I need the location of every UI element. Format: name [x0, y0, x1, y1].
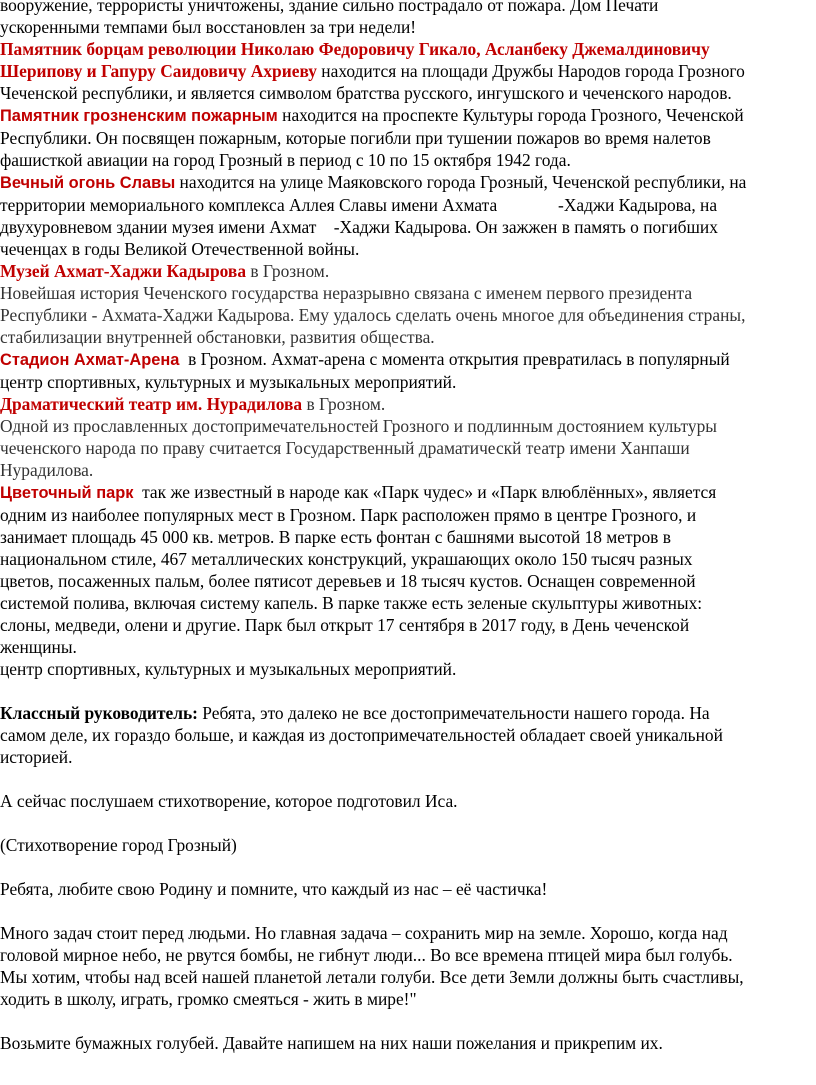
text-line — [0, 944, 816, 966]
paragraph-text: находится на улице Маяковского города Грозный, Чеченской республики, на — [175, 172, 747, 192]
paragraph-text: цветов, посаженных пальм, более пятисот деревьев и 18 тысяч кустов. Оснащен современной — [0, 571, 696, 591]
text-line — [0, 171, 816, 194]
text-line — [0, 393, 816, 415]
paragraph-text: находится на проспекте Культуры города Грозного, Чеченской — [277, 105, 744, 125]
text-line — [0, 104, 816, 127]
spacer — [0, 768, 816, 790]
paragraph-text: системой полива, включая систему капель. В парке также есть зеленые скульптуры животных: — [0, 593, 703, 613]
spacer — [0, 1010, 816, 1032]
monument-heading: Цветочный парк — [0, 484, 134, 502]
paragraph-text: головой мирное небо, не рвутся бомбы, не гибнут люди... Во все времена птицей мира был голубь. — [0, 945, 733, 965]
text-line — [0, 592, 816, 614]
text-line — [0, 988, 816, 1010]
paragraph-text: в Грозном. — [246, 261, 330, 281]
monument-heading: Памятник грозненским пожарным — [0, 107, 278, 125]
paragraph-text: Республики - Ахмата-Хаджи Кадырова. Ему удалось сделать очень многое для объединения страны, — [0, 305, 746, 325]
paragraph-text: занимает площадь 45 000 кв. метров. В парке есть фонтан с башнями высотой 18 метров в — [0, 527, 671, 547]
paragraph-text: вооружение, террористы уничтожены, здание сильно пострадало от пожара. Дом Печати — [0, 0, 659, 15]
paragraph-text: территории мемориального комплекса Аллея Славы имени Ахмата -Хаджи Кадырова, на — [0, 195, 718, 215]
paragraph-text: в Грозном. Ахмат-арена с момента открытия превратилась в популярный — [179, 349, 730, 369]
text-line — [0, 282, 816, 304]
paragraph-text: Ребята, любите свою Родину и помните, что каждый из нас – её частичка! — [0, 879, 548, 899]
text-line — [0, 504, 816, 526]
text-line — [0, 0, 816, 16]
text-line — [0, 238, 816, 260]
spacer — [0, 812, 816, 834]
paragraph-text: стабилизации внутренней обстановки, развития общества. — [0, 327, 435, 347]
text-line — [0, 526, 816, 548]
paragraph-text: Чеченской республики, и является символом братства русского, ингушского и чеченского народов. — [0, 83, 732, 103]
paragraph-text: Республики. Он посвящен пожарным, которые погибли при тушении пожаров во время налетов — [0, 128, 711, 148]
text-line — [0, 966, 816, 988]
paragraph-text: Возьмите бумажных голубей. Давайте напишем на них наши пожелания и прикрепим их. — [0, 1033, 663, 1053]
paragraph-text: А сейчас послушаем стихотворение, которое подготовил Иса. — [0, 791, 458, 811]
text-line — [0, 60, 816, 82]
paragraph-text: Новейшая история Чеченского государства неразрывно связана с именем первого президента — [0, 283, 693, 303]
text-line — [0, 878, 816, 900]
monument-heading: Драматический театр им. Нурадилова — [0, 394, 303, 414]
text-line — [0, 371, 816, 393]
paragraph-text: Ребята, это далеко не все достопримечательности нашего города. На — [197, 703, 710, 723]
text-line — [0, 326, 816, 348]
paragraph-text: самом деле, их гораздо больше, и каждая из достопримечательностей обладает своей уникальной — [0, 725, 723, 745]
monument-heading: Шерипову и Гапуру Саидовичу Ахриеву — [0, 61, 317, 81]
paragraph-text: ходить в школу, играть, громко смеяться - жить в мире!" — [0, 989, 417, 1009]
text-line — [0, 746, 816, 768]
text-line — [0, 149, 816, 171]
monument-heading: Музей Ахмат-Хаджи Кадырова — [0, 261, 247, 281]
text-line — [0, 1032, 816, 1054]
paragraph-text: фашисткой авиации на город Грозный в период с 10 по 15 октября 1942 года. — [0, 150, 571, 170]
monument-heading: Стадион Ахмат-Арена — [0, 351, 180, 369]
paragraph-text: в Грозном. — [302, 394, 386, 414]
text-line — [0, 82, 816, 104]
paragraph-text: национальном стиле, 467 металлических конструкций, украшающих около 150 тысяч разных — [0, 549, 693, 569]
text-line — [0, 304, 816, 326]
teacher-label: Классный руководитель: — [0, 703, 198, 723]
text-line — [0, 38, 816, 60]
paragraph-text: чеченского народа по праву считается Государственный драматическй театр имени Ханпаши — [0, 438, 690, 458]
spacer — [0, 856, 816, 878]
paragraph-text: центр спортивных, культурных и музыкальных мероприятий. — [0, 372, 457, 392]
paragraph-text: слоны, медведи, олени и другие. Парк был открыт 17 сентября в 2017 году, в День чеченской — [0, 615, 690, 635]
text-line — [0, 481, 816, 504]
text-line — [0, 548, 816, 570]
paragraph-text: чеченцах в годы Великой Отечественной войны. — [0, 239, 360, 259]
paragraph-text: центр спортивных, культурных и музыкальных мероприятий. — [0, 659, 457, 679]
text-line — [0, 216, 816, 238]
paragraph-text: так же известный в народе как «Парк чудес» и «Парк влюблённых», является — [133, 482, 717, 502]
text-line — [0, 658, 816, 680]
paragraph-text: историей. — [0, 747, 73, 767]
paragraph-text: ускоренными темпами был восстановлен за три недели! — [0, 17, 417, 37]
monument-heading: Памятник борцам революции Николаю Федоровичу Гикало, Асланбеку Джемалдиновичу — [0, 39, 710, 59]
paragraph-text: двухуровневом здании музея имени Ахмат -Хаджи Кадырова. Он зажжен в память о погибших — [0, 217, 718, 237]
paragraph-text: находится на площади Дружбы Народов города Грозного — [316, 61, 745, 81]
spacer — [0, 900, 816, 922]
text-line — [0, 194, 816, 216]
text-line — [0, 834, 816, 856]
text-line — [0, 636, 816, 658]
paragraph-text: женщины. — [0, 637, 77, 657]
paragraph-text: Мы хотим, чтобы над всей нашей планетой летали голуби. Все дети Земли должны быть счастливы, — [0, 967, 744, 987]
text-line — [0, 437, 816, 459]
paragraph-text: Много задач стоит перед людьми. Но главная задача – сохранить мир на земле. Хорошо, когда над — [0, 923, 728, 943]
paragraph-text: Нурадилова. — [0, 460, 94, 480]
paragraph-text: Одной из прославленных достопримечательностей Грозного и подлинным достоянием культуры — [0, 416, 717, 436]
paragraph-text: (Стихотворение город Грозный) — [0, 835, 237, 855]
text-line — [0, 415, 816, 437]
text-line — [0, 702, 816, 724]
text-line — [0, 127, 816, 149]
paragraph-text: одним из наиболее популярных мест в Грозном. Парк расположен прямо в центре Грозного, и — [0, 505, 697, 525]
text-line — [0, 570, 816, 592]
text-line — [0, 348, 816, 371]
text-line — [0, 922, 816, 944]
text-line — [0, 16, 816, 38]
text-line — [0, 459, 816, 481]
text-line — [0, 260, 816, 282]
text-line — [0, 724, 816, 746]
monument-heading: Вечный огонь Славы — [0, 174, 176, 192]
spacer — [0, 680, 816, 702]
text-line — [0, 614, 816, 636]
text-line — [0, 790, 816, 812]
